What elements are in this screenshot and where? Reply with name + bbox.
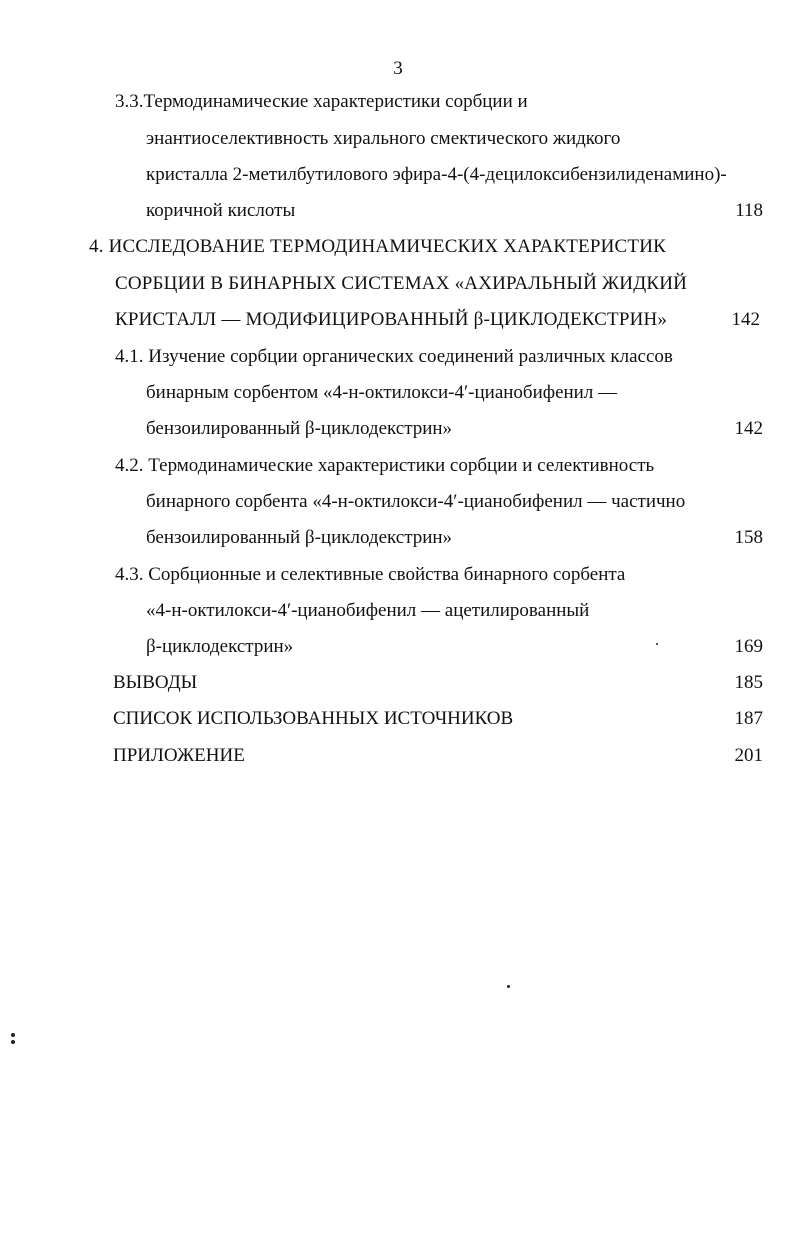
toc-page-number: 118 [735, 200, 763, 221]
toc-line: СОРБЦИИ В БИНАРНЫХ СИСТЕМАХ «АХИРАЛЬНЫЙ ЖИДКИЙ [115, 273, 688, 294]
toc-line: КРИСТАЛЛ — МОДИФИЦИРОВАННЫЙ β-ЦИКЛОДЕКСТРИН» [115, 309, 668, 330]
toc-line: «4-н-октилокси-4′-цианобифенил — ацетилированный [146, 600, 590, 621]
toc-line: кристалла 2-метилбутилового эфира-4-(4-децилоксибензилиденамино)- [146, 164, 727, 185]
scan-speck [656, 643, 658, 645]
scan-speck [11, 1040, 15, 1044]
toc-page-number: 185 [734, 672, 763, 693]
toc-line: 4.1. Изучение сорбции органических соединений различных классов [115, 346, 673, 367]
toc-line: 4. ИССЛЕДОВАНИЕ ТЕРМОДИНАМИЧЕСКИХ ХАРАКТЕРИСТИК [89, 236, 666, 257]
toc-line: 4.2. Термодинамические характеристики сорбции и селективность [115, 455, 655, 476]
toc-line: бензоилированный β-циклодекстрин» [146, 527, 453, 548]
toc-page-number: 142 [731, 309, 760, 330]
toc-line: 3.3.Термодинамические характеристики сорбции и [115, 91, 528, 112]
toc-line: СПИСОК ИСПОЛЬЗОВАННЫХ ИСТОЧНИКОВ [113, 708, 514, 729]
toc-page-number: 169 [734, 636, 763, 657]
toc-line: бинарным сорбентом «4-н-октилокси-4′-цианобифенил — [146, 382, 618, 403]
scan-speck [11, 1033, 15, 1037]
toc-page-number: 142 [734, 418, 763, 439]
toc-line: бензоилированный β-циклодекстрин» [146, 418, 453, 439]
toc-page-number: 201 [734, 745, 763, 766]
toc-page-number: 187 [734, 708, 763, 729]
page-number: 3 [393, 58, 403, 79]
toc-line: энантиоселективность хирального смектического жидкого [146, 128, 621, 149]
toc-page-number: 158 [734, 527, 763, 548]
toc-line: β-циклодекстрин» [146, 636, 294, 657]
scan-speck [507, 985, 510, 988]
toc-line: бинарного сорбента «4-н-октилокси-4′-цианобифенил — частично [146, 491, 686, 512]
toc-line: ВЫВОДЫ [113, 672, 198, 693]
toc-line: ПРИЛОЖЕНИЕ [113, 745, 245, 766]
toc-line: коричной кислоты [146, 200, 296, 221]
toc-line: 4.3. Сорбционные и селективные свойства бинарного сорбента [115, 564, 626, 585]
